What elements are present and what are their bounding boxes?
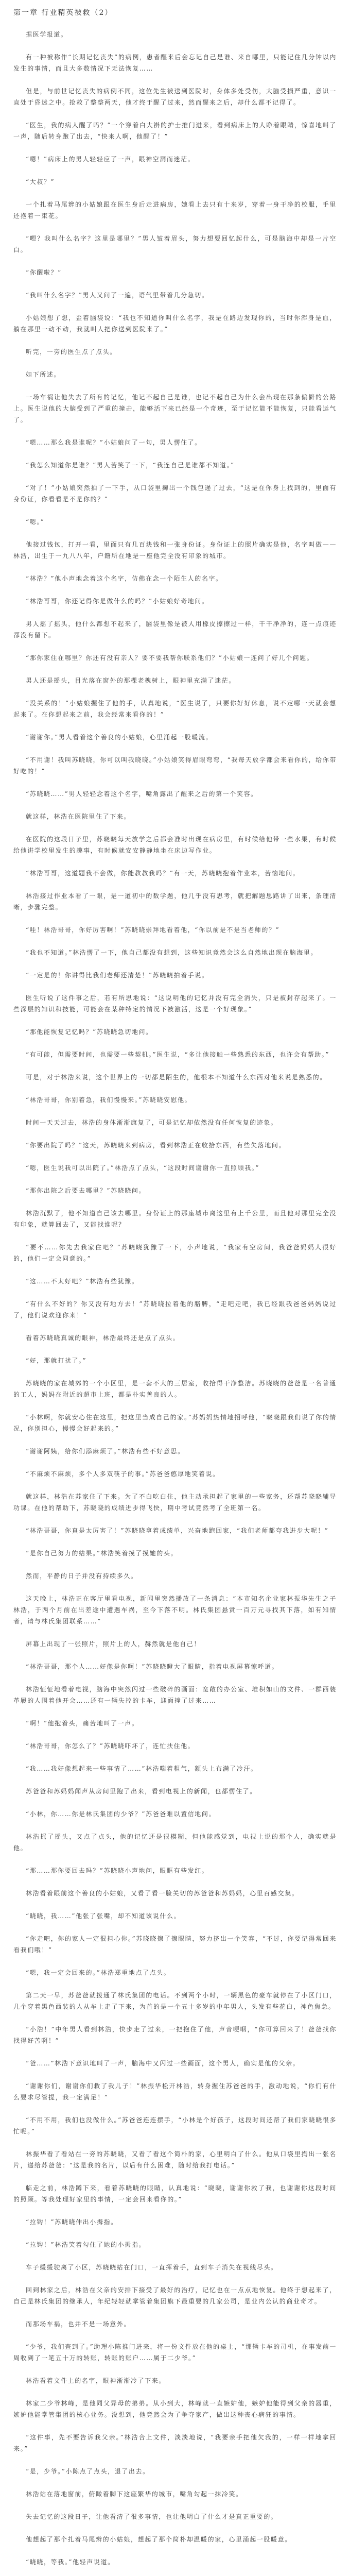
- paragraph: 一个扎着马尾辫的小姑娘跟在医生身后走进病房，她看上去只有十来岁，穿着一身干净的校服，手里还抱着一束花。: [13, 201, 337, 219]
- paragraph: 苏爸爸和苏妈妈闻声从房间里跑了出来，看到电视上的新闻，也都愣住了。: [26, 1788, 257, 1795]
- paragraph: “那他能恢复记忆吗？”苏晓晓急切地问。: [26, 1028, 153, 1036]
- paragraph: 临走之前，林浩蹲下来，看着苏晓晓的眼睛，认真地说：“晓晓，谢谢你救了我，也谢谢你这段时间的照顾。等我处理好家里的事情，一定会回来看你的。”: [13, 2184, 337, 2203]
- chapter-title: 第一章 行业精英被救（2）: [13, 9, 113, 17]
- paragraph: “对了！”小姑娘突然拍了一下手，从口袋里掏出一个钱包递了过去，“这是在你身上找到的，里面有身份证，你看看是不是你的？”: [13, 484, 337, 503]
- paragraph: “你要出院了吗？”这天，苏晓晓来到病房，看到林浩正在收拾东西，有些失落地问。: [26, 1142, 286, 1149]
- paragraph: 他想起了那个扎着马尾辫的小姑娘，想起了那个简朴却温暖的家，心里涌起一股暖意。: [26, 2536, 292, 2543]
- paragraph: 就这样，林浩在苏家住了下来。为了不白吃白住，他主动承担起了家里的一些家务，还帮苏晓晓辅导功课。在他的帮助下，苏晓晓的成绩进步得飞快，期中考试竟然考了全班第一名。: [13, 1493, 337, 1512]
- paragraph: 失去记忆的这段日子，让他看清了很多事情，也让他明白了什么才是真正重要的。: [26, 2513, 278, 2520]
- paragraph: 据医学报道。: [26, 31, 68, 38]
- paragraph: 他接过钱包，打开一看，里面只有几百块钱和一张身份证。身份证上的照片确实是他，名字叫做——林浩，出生于一九八八年，户籍所在地是一座他完全没有印象的城市。: [13, 541, 337, 560]
- paragraph: “这……不太好吧？”林浩有些犹豫。: [26, 1278, 139, 1285]
- paragraph: 林浩怔怔地看着电视，脑海中突然闪过一些破碎的画面：宽敞的办公室、堆积如山的文件、一群西装革履的人围着他开会……还有一辆失控的卡车，迎面撞了过来……: [13, 1686, 337, 1704]
- paragraph: “林浩？”他小声地念着这个名字，仿佛在念一个陌生人的名字。: [26, 575, 223, 582]
- paragraph: “嗯，医生说我可以出院了。”林浩点了点头，“这段时间谢谢你一直照顾我。”: [26, 1164, 260, 1172]
- paragraph: “我叫什么名字？”男人又问了一遍，语气里带着几分急切。: [26, 292, 209, 299]
- paragraph: “林浩哥哥，那个人……好像是你啊！”苏晓晓瞪大了眼睛，指着电视屏幕惊呼道。: [26, 1663, 279, 1670]
- paragraph: 这天晚上，林浩正在客厅里看电视，新闻里突然播放了一条消息：“本市知名企业家林振华先生之子林浩，于两个月前在出差途中遭遇车祸，至今下落不明。林氏集团悬赏一百万元寻找其下落，如有知情者，请与林氏集团联系……”: [13, 1595, 337, 1625]
- paragraph: 林浩看着文件上的名字，眼神渐渐冷了下来。: [26, 2377, 166, 2384]
- paragraph: “不用不用，我们也没做什么。”苏爸爸连连摆手，“小林是个好孩子，这段时间还帮了我们家晓晓很多忙呢。”: [13, 2116, 337, 2135]
- paragraph: “爸……”林浩下意识地叫了一声，脑海中又闪过一些画面，这个男人，确实是他的父亲。: [26, 2060, 300, 2067]
- paragraph: “小浩！”中年男人看到林浩，快步走了过来，一把抱住了他，声音哽咽，“你可算回来了！爸爸找你找得好苦啊！”: [13, 2026, 337, 2044]
- paragraph: “我……我好像想起来一些事情了……”林浩喘着粗气，额头上布满了冷汗。: [26, 1765, 258, 1772]
- paragraph: 回到林家之后，林浩在父亲的安排下接受了最好的治疗，记忆也在一点点地恢复。他终于想起来了，自己是林氏集团的继承人，年纪轻轻就掌管着集团旗下最重要的几家公司，是业内公认的商业奇才。: [13, 2286, 337, 2305]
- paragraph: “一定是的！你讲得比我们老师还清楚！”苏晓晓拍着手说。: [26, 972, 209, 979]
- paragraph: 看着苏晓晓真诚的眼神，林浩最终还是点了点头。: [26, 1334, 180, 1342]
- chapter-body: [13, 29, 337, 2568]
- paragraph: “不用谢！我叫苏晓晓，你可以叫我晓晓。”小姑娘笑得眉眼弯弯，“我每天放学都会来看你的，给你带好吃的！”: [13, 756, 337, 775]
- paragraph: 林浩看着眼前这个善良的小姑娘，又看了看一脸关切的苏爸爸和苏妈妈，心里百感交集。: [26, 1890, 299, 1897]
- paragraph: 林浩接过作业本看了一眼，是一道初中的数学题，他几乎没有思考，就把解题思路讲了出来，条理清晰，步骤完整。: [13, 892, 337, 911]
- paragraph: “晓晓，等我。”他轻声说道。: [26, 2558, 115, 2566]
- paragraph: “谢谢你。”男人看着这个善良的小姑娘，心里涌起一股暖流。: [26, 734, 213, 741]
- paragraph: 时间一天天过去，林浩的身体渐渐康复了，可是记忆却依然没有任何恢复的迹象。: [26, 1119, 278, 1126]
- paragraph: 就这样，林浩在医院里住了下来。: [26, 813, 131, 820]
- paragraph: “小林，你……你是林氏集团的少爷？”苏爸爸难以置信地问。: [26, 1810, 216, 1818]
- paragraph: 男人摇了摇头，他什么都想不起来了，脑袋里像是被人用橡皮擦擦过一样，干干净净的，连一点痕迹都没有留下。: [13, 620, 337, 639]
- paragraph: 然而，平静的日子并没有持续多久。: [26, 1572, 138, 1580]
- paragraph: 第二天一早，苏爸爸就拨通了林氏集团的电话。不到两个小时，一辆黑色的豪车就停在了小区门口，几个穿着黑色西装的人从车上走了下来，为首的是一个五十多岁的中年男人，头发有些花白，神色焦急。: [13, 1992, 337, 2010]
- paragraph: 车子缓缓驶离了小区，苏晓晓站在门口，一直挥着手，直到车子消失在视线尽头。: [26, 2264, 278, 2271]
- paragraph: “哇！林浩哥哥，你好厉害啊！”苏晓晓崇拜地看着他，“你以前是不是当老师的？”: [26, 926, 280, 934]
- paragraph: “谢谢阿姨，给你们添麻烦了。”林浩有些不好意思。: [26, 1448, 185, 1455]
- paragraph: 林浩沉默了，他不知道自己该去哪里。身份证上的那座城市离这里有上千公里，而且他对那里完全没有印象，就算回去了，又能找谁呢？: [13, 1210, 337, 1228]
- paragraph: “林浩哥哥，你别着急，我们慢慢来。”苏晓晓安慰他。: [26, 1096, 192, 1104]
- paragraph: 医生听说了这件事之后，若有所思地说：“这说明他的记忆并没有完全消失，只是被封存起来了。一些深层的知识和技能，可能会在某种特定的情况下被激活，这是一个好现象。”: [13, 994, 337, 1013]
- paragraph: 可是，对于林浩来说，这个世界上的一切都是陌生的，他根本不知道什么东西对他来说是熟悉的。: [26, 1074, 327, 1081]
- paragraph: “林浩哥哥，你怎么了？”苏晓晓吓坏了，连忙扶住他。: [26, 1742, 195, 1750]
- paragraph: “你醒啦？”: [26, 269, 62, 276]
- paragraph: “要不……你先去我家住吧？”苏晓晓犹豫了一下，小声地说，“我家有空房间，我爸爸妈妈人很好的，他们一定会同意的。”: [13, 1244, 337, 1262]
- paragraph: “有可能，但需要时间，也需要一些契机。”医生说，“多让他接触一些熟悉的东西，也许会有帮助。”: [26, 1051, 330, 1058]
- paragraph: “嗯，我一定会回来的。”林浩郑重地点了点头。: [26, 1969, 171, 1976]
- paragraph: “苏晓晓……”男人轻轻念着这个名字，嘴角露出了醒来之后的第一个笑容。: [26, 790, 258, 798]
- paragraph: “嗯。”: [26, 518, 45, 526]
- paragraph: 屏幕上出现了一张照片，照片上的人，赫然就是他自己！: [26, 1640, 201, 1648]
- paragraph: “晓晓，我……”他张了张嘴，却不知道该说什么。: [26, 1912, 181, 1920]
- paragraph: “你走吧，你的家人一定很担心你。”苏晓晓擦了擦眼睛，努力挤出一个笑容，“不过，你要记得常回来看我们哦！”: [13, 1935, 337, 1954]
- paragraph: “谢谢你们，谢谢你们救了我儿子！”林振华松开林浩，转身握住苏爸爸的手，激动地说，“你们有什么要求尽管提，我一定满足！”: [13, 2082, 337, 2101]
- paragraph: “林浩哥哥，你真是太厉害了！”苏晓晓拿着成绩单，兴奋地跑回家，“我们老师都夸我进步大呢！”: [26, 1527, 329, 1534]
- paragraph: 有一种被称作“长期记忆丧失”的病例，患者醒来后会忘记自己是谁、来自哪里，只能记住几分钟以内发生的事情，而且大多数情况下无法恢复……: [13, 54, 337, 72]
- paragraph: “林浩哥哥，你还记得你是做什么的吗？”小姑娘好奇地问。: [26, 598, 209, 605]
- paragraph: “嗯！”病床上的男人轻轻应了一声，眼神空洞而迷茫。: [26, 156, 195, 163]
- paragraph: “我也不知道。”林浩愣了一下，他自己都没有想到，这些知识竟然会这么自然地出现在脑海里。: [26, 949, 318, 956]
- paragraph: 小姑娘想了想，歪着脑袋说：“我也不知道你叫什么名字，我是在路边发现你的，当时你浑身是血，躺在那里一动不动，我就叫人把你送到医院来了。”: [13, 314, 337, 333]
- paragraph: “林浩哥哥，这道题我不会做，你能教教我吗？”有一天，苏晓晓抱着作业本，苦恼地问。: [26, 870, 300, 877]
- paragraph: “这件事，先不要告诉我父亲。”林浩合上文件，淡淡地说，“我要亲手把他欠我的，一样一样地拿回来。”: [13, 2434, 337, 2452]
- paragraph: “那……那你要回去吗？”苏晓晓小声地问，眼眶有些发红。: [26, 1867, 209, 1874]
- paragraph: “拉钩！”苏晓晓伸出小拇指。: [26, 2218, 118, 2226]
- paragraph: “那你出院之后要去哪里？”苏晓晓问。: [26, 1187, 146, 1194]
- paragraph: 听完，一旁的医生点了点头。: [26, 348, 117, 355]
- paragraph: 一场车祸让他失去了所有的记忆，他记不起自己是谁，也记不起自己为什么会出现在那条偏僻的公路上。医生说他的大脑受到了严重的撞击，能够活下来已经是一个奇迹，至于记忆能不能恢复，只能看运气了。: [13, 394, 337, 423]
- paragraph: 而那场车祸，也并不是一场意外。: [26, 2320, 131, 2328]
- paragraph: “我怎么知道你是谁？”男人苦笑了一下，“我连自己是谁都不知道。”: [26, 462, 235, 469]
- paragraph: “是你自己努力的结果。”林浩笑着摸了摸她的头。: [26, 1550, 178, 1557]
- paragraph: 林振华看了看站在一旁的苏晓晓，又看了看这个简朴的家，心里明白了什么。他从口袋里掏出一张名片，递给苏爸爸：“这是我的名片，以后有什么困难，随时给我打电话。”: [13, 2150, 337, 2169]
- paragraph: “医生，我的病人醒了吗？”一个穿着白大褂的护士推门进来，看到病床上的人睁着眼睛，惊喜地叫了一声，随后转身跑了出去，“快来人啊，他醒了！”: [13, 122, 337, 140]
- paragraph: 林浩站在落地窗前，俯瞰着脚下这座繁华的城市，嘴角勾起一抹冷笑。: [26, 2490, 243, 2498]
- paragraph: 林家二少爷林峰，是他同父异母的弟弟。从小到大，林峰就一直嫉妒他，嫉妒他能得到父亲的器重，嫉妒他能掌管集团的核心业务。没想到，他竟然会为了争夺家产，做出这种丧心病狂的事情。: [13, 2400, 337, 2418]
- paragraph: 林浩摇了摇头，又点了点头，他的记忆还是很模糊，但他能感觉到，电视上说的那个人，确实就是他。: [13, 1833, 337, 1852]
- paragraph: 在医院的这段日子里，苏晓晓每天放学之后都会准时出现在病房里，有时候给他带一些水果，有时候给他讲学校里发生的趣事，有时候就安安静静地坐在床边写作业。: [13, 836, 337, 854]
- paragraph: “拉钩！”林浩笑着勾住了她的小拇指。: [26, 2241, 146, 2248]
- paragraph: “嗯……那么我是谁呢？”小姑娘问了一句，男人愣住了。: [26, 439, 202, 446]
- paragraph: “是，少爷。”小陈点了点头，退了出去。: [26, 2468, 150, 2475]
- paragraph: 但是，与前世记忆丧失的病例不同，这位先生被送到医院时，身体多处受伤，大脑受损严重，意识一直处于昏迷之中。抢救了整整两天，他才终于醒了过来，然而醒来之后，却什么都不记得了。: [13, 88, 337, 106]
- paragraph: “没关系的！”小姑娘握住了他的手，认真地说，“医生说了，只要你好好休息，说不定哪一天就会想起来了。在你想起来之前，我会经常来看你的！”: [13, 700, 337, 718]
- paragraph: 男人还是摇头，目光落在窗外的那棵老槐树上，眼神里充满了迷茫。: [26, 677, 236, 684]
- paragraph: “有什么不好的？你又没有地方去！”苏晓晓拉着他的胳膊，“走吧走吧，我已经跟我爸爸妈妈说过了，他们说欢迎你来！”: [13, 1300, 337, 1319]
- paragraph: “那你家住在哪里？你还有没有亲人？要不要我帮你联系他们？”小姑娘一连问了好几个问题。: [26, 654, 314, 662]
- paragraph: “不麻烦不麻烦，多个人多双筷子的事。”苏爸爸憨厚地笑着说。: [26, 1470, 220, 1478]
- paragraph: 如下所述。: [26, 371, 61, 378]
- paragraph: “嗯？我叫什么名字？这里是哪里？”男人皱着眉头，努力想要回忆起什么，可是脑海中却是一片空白。: [13, 235, 337, 253]
- paragraph: “好，那就打扰了。”: [26, 1357, 87, 1364]
- paragraph: 苏晓晓的家在城郊的一个小区里，是一套不大的三居室，收拾得干净整洁。苏晓晓的爸爸是一名普通的工人，妈妈在附近的超市上班，都是朴实善良的人。: [13, 1380, 337, 1398]
- paragraph: “啊！”他抱着头，痛苦地叫了一声。: [26, 1720, 139, 1727]
- paragraph: “少爷，我们查到了。”助理小陈推门进来，将一份文件放在他的桌上，“那辆卡车的司机，在事发前一周收到了一笔五十万的转账，转账的账户……属于二少爷。”: [13, 2343, 337, 2362]
- paragraph: “大叔？”: [26, 178, 55, 185]
- paragraph: “小林啊，你就安心住在这里，把这里当成自己的家。”苏妈妈热情地招呼他，“晓晓跟我们说了你的情况，你别担心，慢慢会好起来的。”: [13, 1414, 337, 1432]
